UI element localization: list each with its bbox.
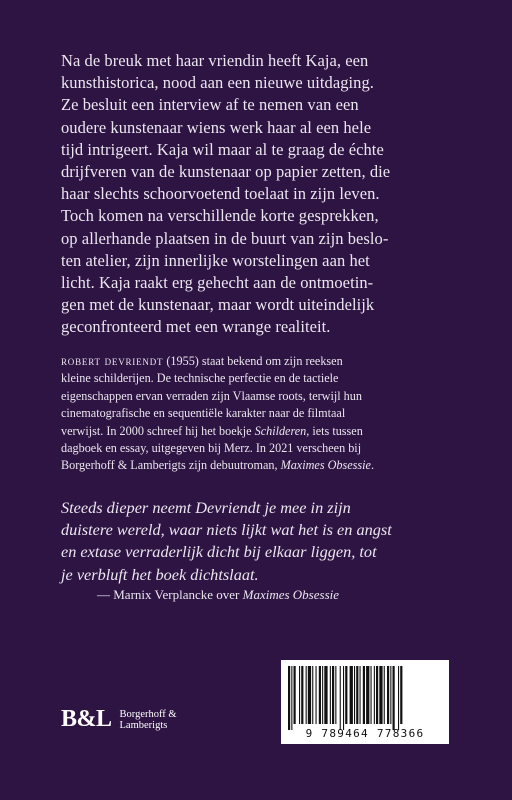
quote-line: duistere wereld, waar niets lijkt wat het is en angst: [61, 520, 392, 540]
publisher-name-line2: Lamberigts: [119, 719, 168, 731]
publisher-mark: B&L: [61, 706, 112, 732]
bio-text: , iets tussen: [306, 423, 363, 438]
blurb-line: geconfronteerd met een wrange realiteit.: [61, 317, 331, 337]
blurb-line: licht. Kaja raakt erg gehecht aan de ontmoetin-: [61, 273, 374, 293]
quote-line: je verbluft het boek dichtslaat.: [61, 564, 259, 584]
credit-prefix: — Marnix Verplancke over: [97, 587, 243, 602]
blurb-line: haar slechts schoorvoetend toelaat in zijn leven.: [61, 184, 380, 204]
isbn-barcode: [281, 660, 449, 744]
blurb-line: Na de breuk met haar vriendin heeft Kaja, een: [61, 51, 369, 70]
quote-line: Steeds dieper neemt Devriendt je mee in zijn: [61, 498, 351, 517]
quote-line: en extase verraderlijk dicht bij elkaar liggen, tot: [61, 542, 377, 562]
bio-line: dagboek en essay, uitgegeven bij Merz. In 2021 verscheen bij: [61, 441, 362, 456]
credit-book-title: Maximes Obsessie: [242, 587, 340, 602]
bio-text: (1955) staat bekend om zijn reeksen: [163, 354, 343, 368]
isbn-digits: 9 789464 778366: [305, 727, 425, 740]
blurb-line: oudere kunstenaar wiens werk haar al een hele: [61, 117, 372, 137]
bio-line: [61, 457, 481, 474]
bio-text: verwijst. In 2000 schreef hij het boekje: [61, 423, 255, 438]
publisher-name-line1: Borgerhoff &: [119, 708, 177, 720]
blurb-line: Ze besluit een interview af te nemen van een: [61, 95, 359, 115]
blurb-line: op allerhande plaatsen in de buurt van zijn beslo-: [61, 228, 389, 248]
bio-line: cinematografische en sequentiële karakter naar de filmtaal: [61, 406, 346, 421]
bio-text: .: [370, 458, 374, 473]
book-title-schilderen: Schilderen: [254, 423, 307, 438]
blurb-line: ten atelier, zijn innerlijke worstelingen aan het: [61, 250, 370, 270]
publisher-name: [120, 709, 177, 731]
blurb-line: drijfveren van de kunstenaar op papier zetten, die: [61, 162, 391, 182]
bio-line: kleine schilderijen. De technische perfectie en de tactiele: [61, 371, 339, 386]
blurb-line: gen met de kunstenaar, maar wordt uiteindelijk: [61, 295, 375, 315]
bio-text: Borgerhoff & Lamberigts zijn debuutroman,: [61, 458, 281, 473]
author-name: robert devriendt: [61, 354, 164, 368]
blurb-line: kunsthistorica, nood aan een nieuwe uitdaging.: [61, 73, 374, 93]
publisher-logo: [61, 706, 177, 733]
quote-credit: [97, 587, 339, 603]
bio-line: [61, 353, 481, 370]
blurb-text: [61, 50, 481, 339]
author-bio: [61, 353, 481, 475]
book-title-maximes-obsessie: Maximes Obsessie: [280, 458, 371, 473]
bio-line: eigenschappen ervan verraden zijn Vlaamse roots, terwijl hun: [61, 388, 362, 403]
blurb-line: Toch komen na verschillende korte gesprekken,: [61, 206, 379, 226]
blurb-line: tijd intrigeert. Kaja wil maar al te graag de échte: [61, 139, 384, 159]
review-quote: [61, 497, 481, 586]
bio-line: [61, 423, 481, 440]
